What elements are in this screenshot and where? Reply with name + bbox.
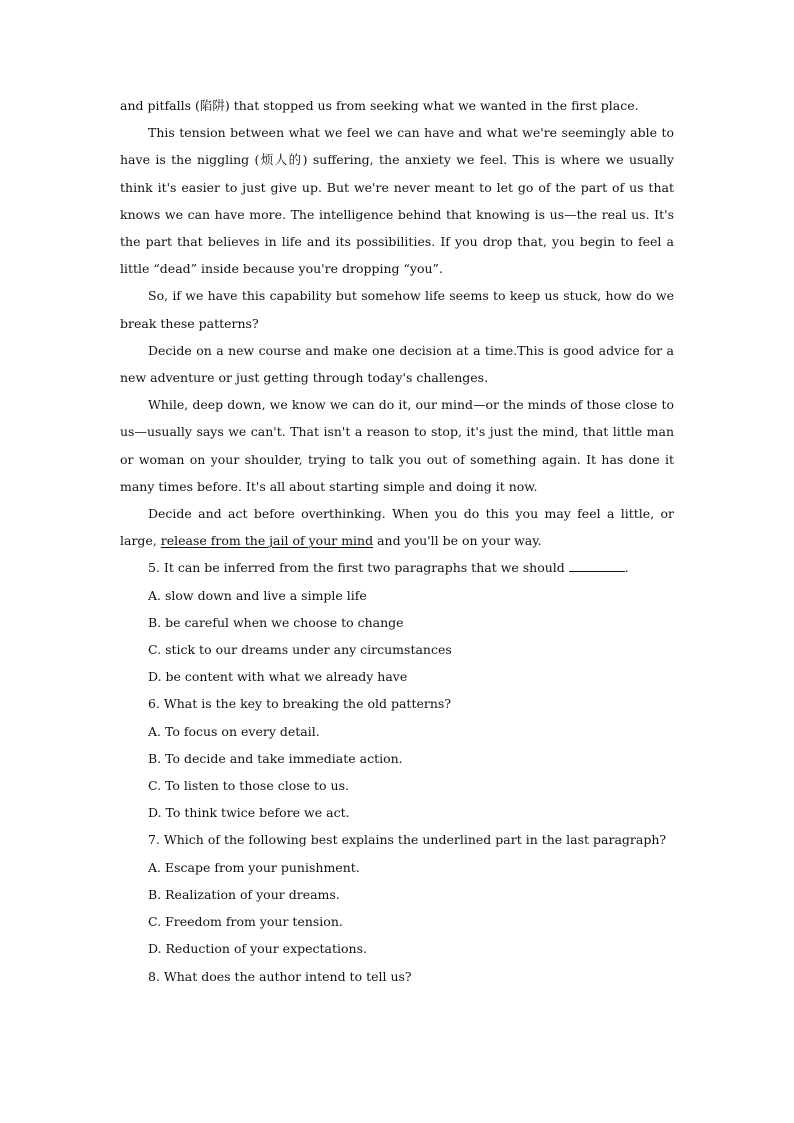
question-6-option-c: C. To listen to those close to us. xyxy=(148,778,349,794)
question-7-option-d: D. Reduction of your expectations. xyxy=(148,941,367,957)
paragraph-decide-course: Decide on a new course and make one decision at a time.This is good advice for a new adventure or just getting through today's challenges. xyxy=(120,342,674,386)
question-5-option-a: A. slow down and live a simple life xyxy=(148,587,367,603)
paragraph-break-patterns: So, if we have this capability but somehow life seems to keep us stuck, how do we break these patterns? xyxy=(120,288,674,331)
question-7-option-b: B. Realization of your dreams. xyxy=(148,886,340,902)
paragraph-act xyxy=(120,500,674,554)
question-6-option-d: D. To think twice before we act. xyxy=(148,805,350,821)
question-5-end: . xyxy=(624,560,629,576)
question-5-stem: 5. It can be inferred from the first two paragraphs that we should xyxy=(148,560,569,576)
document-page xyxy=(120,92,674,990)
question-8: 8. What does the author intend to tell us? xyxy=(148,968,412,984)
paragraph-act-text: Decide and act before overthinking. When you do this you may feel a little, or large, xyxy=(120,506,674,549)
paragraph-tension: This tension between what we feel we can have and what we're seemingly able to have is the niggling (烦人的) suffering, the anxiety we feel. This is where we usually think it's easier to just give up. But we're never meant to let go of the part of us that knows we can have more. The intelligence behind that knowing is us—the real us. It's the part that believes in life and its possibilities. If you drop that, you begin to feel a little “dead” inside because you're dropping “you”. xyxy=(120,125,674,277)
question-6: 6. What is the key to breaking the old patterns? xyxy=(148,696,452,712)
question-7-option-a: A. Escape from your punishment. xyxy=(148,859,360,875)
paragraph-continuation: and pitfalls (陷阱) that stopped us from seeking what we wanted in the first place. xyxy=(120,98,639,113)
paragraph-mind: While, deep down, we know we can do it, our mind—or the minds of those close to us—usually says we can't. That isn't a reason to stop, it's just the mind, that little man or woman on your shoulder, trying to talk you out of something again. It has done it many times before. It's all about starting simple and doing it now. xyxy=(120,397,674,494)
question-7: 7. Which of the following best explains the underlined part in the last paragraph? xyxy=(148,832,667,848)
question-5-option-d: D. be content with what we already have xyxy=(148,669,408,685)
question-5-option-c: C. stick to our dreams under any circumstances xyxy=(148,642,452,658)
question-5 xyxy=(120,554,674,581)
underlined-phrase: release from the jail of your mind xyxy=(160,533,374,549)
question-6-option-b: B. To decide and take immediate action. xyxy=(148,750,403,766)
question-6-option-a: A. To focus on every detail. xyxy=(148,723,320,739)
question-5-option-b: B. be careful when we choose to change xyxy=(148,614,404,630)
answer-blank xyxy=(569,559,625,572)
question-7-option-c: C. Freedom from your tension. xyxy=(148,914,343,930)
paragraph-act-end: and you'll be on your way. xyxy=(373,533,542,549)
